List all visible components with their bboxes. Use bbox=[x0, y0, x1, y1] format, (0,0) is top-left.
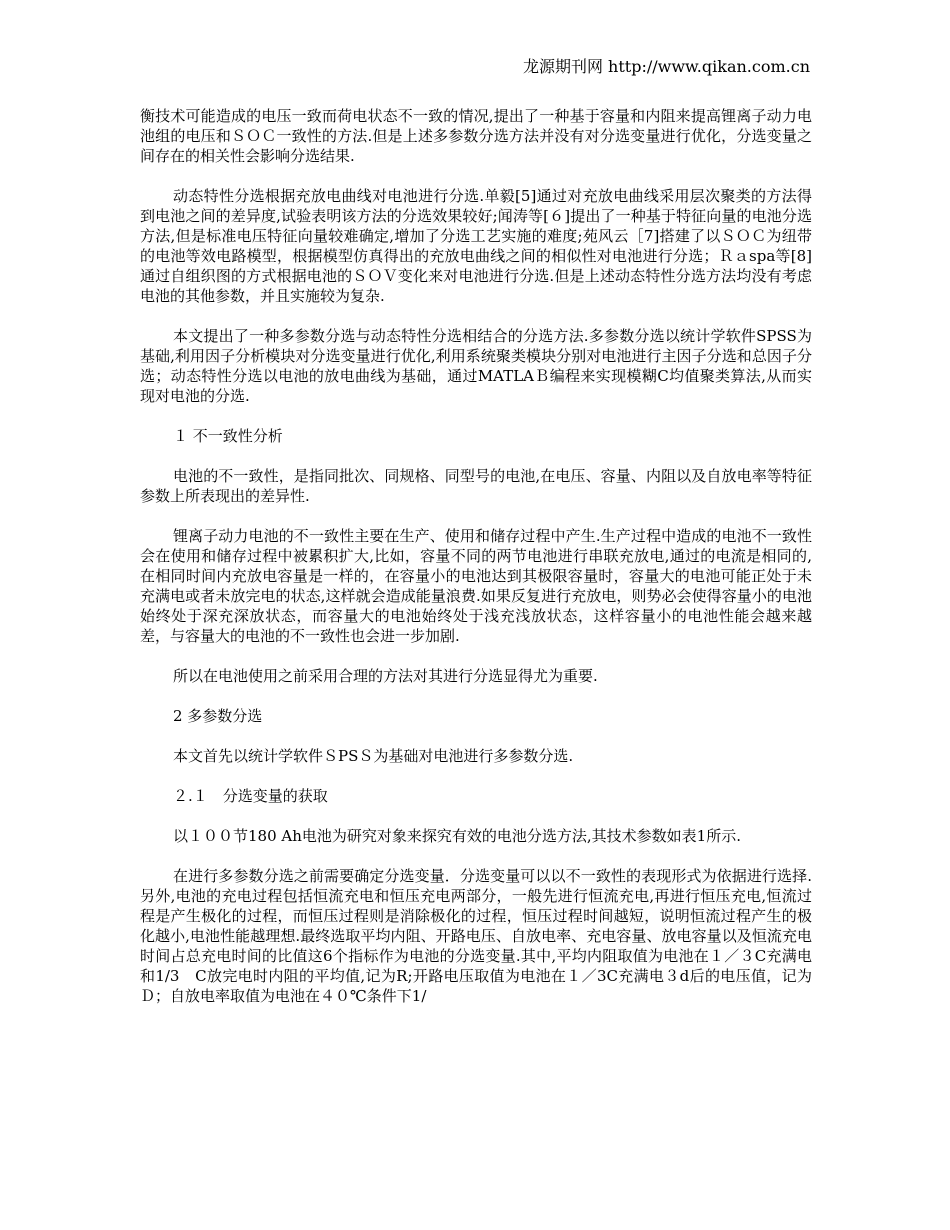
page-header-source: 龙源期刊网 http://www.qikan.com.cn bbox=[522, 57, 810, 76]
paragraph-sorting-variables: 在进行多参数分选之前需要确定分选变量．分选变量可以以不一致性的表现形式为依据进行选择.另外,电池的充电过程包括恒流充电和恒压充电两部分，一般先进行恒流充电,再进行恒压充电,恒流过程是产生极化的过程，而恒压过程则是消除极化的过程，恒压过程时间越短，说明恒流过程产生的极化越小,电池性能越理想.最终选取平均内阻、开路电压、自放电率、充电容量、放电容量以及恒流充电时间占总充电时间的比值这6个指标作为电池的分选变量.其中,平均内阻取值为电池在１／３C充满电和1/3 C放完电时内阻的平均值,记为R;开路电压取值为电池在１／3C充满电３d后的电压值，记为Ｄ；自放电率取值为电池在４０℃条件下1/ bbox=[140, 867, 812, 1005]
paragraph-inconsistency-causes: 锂离子动力电池的不一致性主要在生产、使用和储存过程中产生.生产过程中造成的电池不一致性会在使用和储存过程中被累积扩大,比如，容量不同的两节电池进行串联充放电,通过的电流是相同的,在相同时间内充放电容量是一样的，在容量小的电池达到其极限容量时，容量大的电池可能正处于未充满电或者未放完电的状态,这样就会造成能量浪费.如果反复进行充放电，则势必会使得容量小的电池始终处于深充深放状态，而容量大的电池始终处于浅充浅放状态，这样容量小的电池性能会越来越差，与容量大的电池的不一致性也会进一步加剧. bbox=[140, 527, 812, 645]
paragraph-research-object: 以１００节180 Ah电池为研究对象来探究有效的电池分选方法,其技术参数如表1所示. bbox=[173, 827, 741, 845]
paragraph-importance: 所以在电池使用之前采用合理的方法对其进行分选显得尤为重要. bbox=[173, 667, 598, 685]
paragraph-inconsistency-definition: 电池的不一致性，是指同批次、同规格、同型号的电池,在电压、容量、内阻以及自放电率等特征参数上所表现出的差异性. bbox=[140, 467, 812, 505]
paragraph-intro-continued: 衡技术可能造成的电压一致而荷电状态不一致的情况,提出了一种基于容量和内阻来提高锂离子动力电池组的电压和ＳＯＣ一致性的方法.但是上述多参数分选方法并没有对分选变量进行优化，分选变量之间存在的相关性会影响分选结果. bbox=[140, 107, 812, 165]
paragraph-dynamic-sorting: 动态特性分选根据充放电曲线对电池进行分选.单毅[5]通过对充放电曲线采用层次聚类的方法得到电池之间的差异度,试验表明该方法的分选效果较好;闻涛等[６]提出了一种基于特征向量的电池分选方法,但是标准电压特征向量较难确定,增加了分选工艺实施的难度;苑风云［7]搭建了以ＳＯＣ为纽带的电池等效电路模型，根据模型仿真得出的充放电曲线之间的相似性对电池进行分选；Ｒａspa等[8]通过自组织图的方式根据电池的ＳＯＶ变化来对电池进行分选.但是上述动态特性分选方法均没有考虑电池的其他参数，并且实施较为复杂. bbox=[140, 187, 812, 305]
article-body bbox=[140, 106, 812, 1026]
subsection-heading-variables: ２.１ 分选变量的获取 bbox=[173, 787, 328, 805]
section-heading-inconsistency: １ 不一致性分析 bbox=[173, 427, 283, 445]
section-heading-multiparameter: 2 多参数分选 bbox=[173, 707, 263, 725]
paragraph-proposed-method: 本文提出了一种多参数分选与动态特性分选相结合的分选方法.多参数分选以统计学软件SPSS为基础,利用因子分析模块对分选变量进行优化,利用系统聚类模块分别对电池进行主因子分选和总因子分选；动态特性分选以电池的放电曲线为基础，通过MATLAＢ编程来实现模糊C均值聚类算法,从而实现对电池的分选. bbox=[140, 327, 812, 405]
paragraph-spss-intro: 本文首先以统计学软件ＳPSＳ为基础对电池进行多参数分选. bbox=[173, 747, 574, 765]
